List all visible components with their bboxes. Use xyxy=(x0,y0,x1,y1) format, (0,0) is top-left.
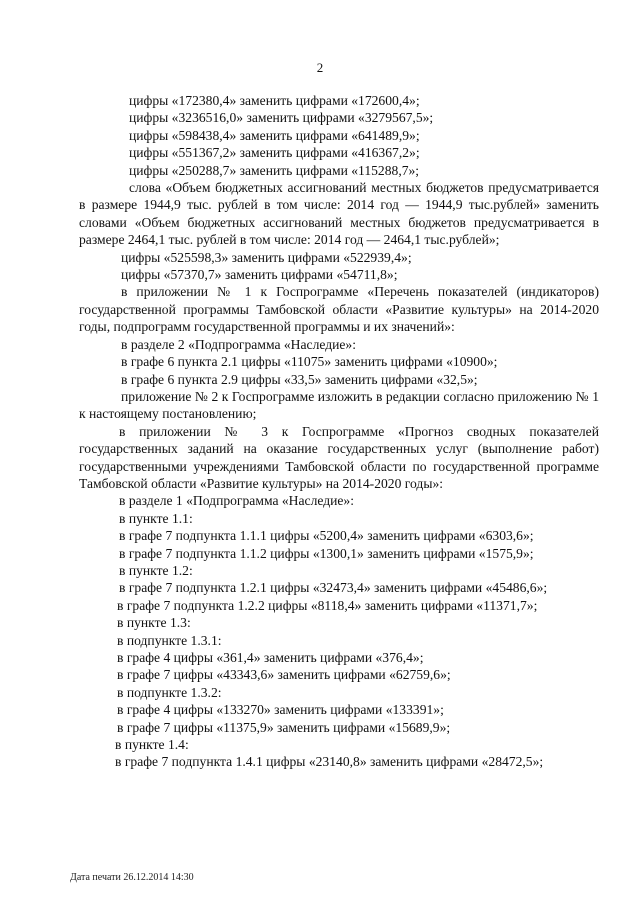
paragraph: цифры «525598,3» заменить цифрами «522939,4»; xyxy=(121,249,412,265)
paragraph: в графе 7 подпункта 1.1.1 цифры «5200,4» заменить цифрами «6303,6»; xyxy=(119,528,534,544)
paragraph: в графе 7 подпункта 1.1.2 цифры «1300,1» заменить цифрами «1575,9»; xyxy=(119,545,534,561)
paragraph: приложение № 2 к Госпрограмме изложить в редакции согласно приложению № 1 к настоящему постановлению; xyxy=(79,388,599,422)
paragraph: в подпункте 1.3.2: xyxy=(117,684,222,700)
paragraph: цифры «250288,7» заменить цифрами «115288,7»; xyxy=(129,162,420,178)
paragraph: слова «Объем бюджетных ассигнований местных бюджетов предусматривается в размере 1944,9 тыс. рублей в том числе: 2014 год — 1944,9 тыс.рублей» заменить словами «Объем бюджетных ассигнований местных бюджетов предусматривается в размере 2464,1 тыс. рублей в том числе: 2014 год — 2464,1 тыс.рублей»; xyxy=(79,180,599,248)
paragraph: в графе 7 подпункта 1.4.1 цифры «23140,8» заменить цифрами «28472,5»; xyxy=(115,754,544,770)
paragraph: в графе 7 цифры «43343,6» заменить цифрами «62759,6»; xyxy=(117,667,451,683)
page-number: 2 xyxy=(316,60,324,75)
paragraph: в подпункте 1.3.1: xyxy=(117,632,222,648)
paragraph: в графе 4 цифры «133270» заменить цифрами «133391»; xyxy=(117,702,444,718)
paragraph: в разделе 2 «Подпрограмма «Наследие»: xyxy=(121,336,357,352)
paragraph: в приложении № 3 к Госпрограмме «Прогноз сводных показателей государственных заданий на оказание государственных услуг (выполнение работ) государственными учреждениями Тамбовской области по государственной программе Тамбовской области «Развитие культуры» на 2014-2020 годы»: xyxy=(79,423,599,491)
paragraph: в пункте 1.3: xyxy=(117,615,191,631)
print-date-footer: Дата печати 26.12.2014 14:30 xyxy=(70,872,194,883)
paragraph: цифры «551367,2» заменить цифрами «416367,2»; xyxy=(129,145,420,161)
paragraph: в приложении № 1 к Госпрограмме «Перечень показателей (индикаторов) государственной программы Тамбовской области «Развитие культуры» на 2014-2020 годы, подпрограмм государственной программы и их значений»: xyxy=(79,284,599,335)
paragraph: в пункте 1.1: xyxy=(119,510,193,526)
paragraph: в графе 6 пункта 2.9 цифры «33,5» заменить цифрами «32,5»; xyxy=(121,371,478,387)
paragraph: цифры «3236516,0» заменить цифрами «3279567,5»; xyxy=(129,110,434,126)
paragraph: цифры «172380,4» заменить цифрами «172600,4»; xyxy=(129,93,420,108)
paragraph: в разделе 1 «Подпрограмма «Наследие»: xyxy=(119,493,355,509)
paragraph: в графе 4 цифры «361,4» заменить цифрами «376,4»; xyxy=(117,650,424,665)
paragraph: в графе 7 цифры «11375,9» заменить цифрами «15689,9»; xyxy=(117,719,451,735)
paragraph: в графе 7 подпункта 1.2.2 цифры «8118,4» заменить цифрами «11371,7»; xyxy=(117,597,538,613)
paragraph: в пункте 1.2: xyxy=(119,562,193,578)
paragraph: цифры «598438,4» заменить цифрами «641489,9»; xyxy=(129,127,420,143)
paragraph: цифры «57370,7» заменить цифрами «54711,8»; xyxy=(121,267,398,283)
paragraph: в графе 7 подпункта 1.2.1 цифры «32473,4» заменить цифрами «45486,6»; xyxy=(119,580,548,596)
document-body xyxy=(79,92,599,771)
paragraph: в пункте 1.4: xyxy=(115,737,189,753)
paragraph: в графе 6 пункта 2.1 цифры «11075» заменить цифрами «10900»; xyxy=(121,354,498,370)
